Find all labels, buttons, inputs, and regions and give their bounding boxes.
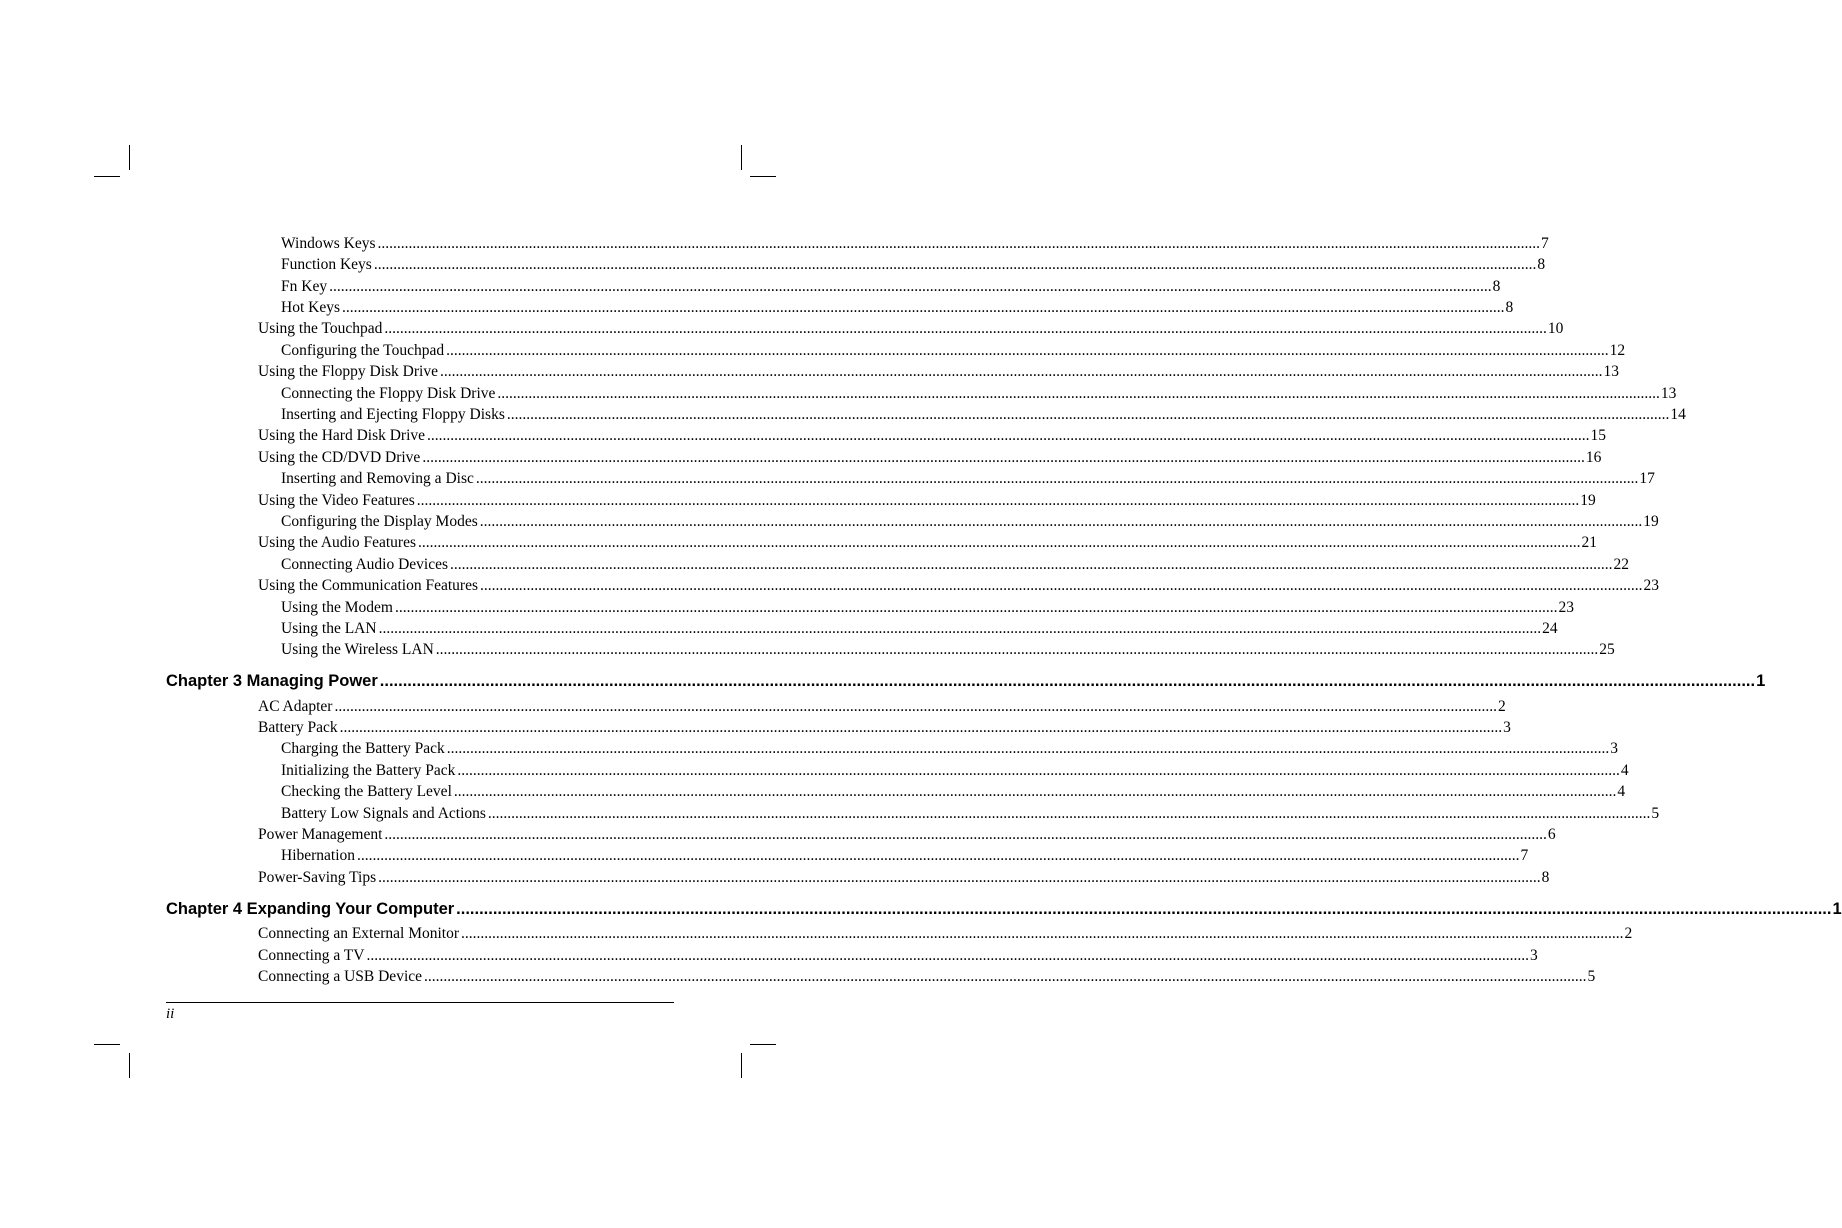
toc-entry[interactable] [166, 714, 1511, 737]
toc-entry-title: Using the Touchpad [258, 320, 383, 338]
dot-leader: ............................................................................................................................................................................................................................................................................................................ [394, 598, 1558, 616]
footer-rule [166, 1002, 674, 1003]
toc-entry-title: Configuring the Touchpad [281, 341, 445, 359]
toc-entry-page: 2 [1497, 697, 1506, 715]
dot-leader: ............................................................................................................................................................................................................................................................................................................ [506, 406, 1670, 424]
toc-entry-title: Using the Hard Disk Drive [258, 427, 426, 445]
toc-entry-title: Using the Video Features [258, 491, 415, 509]
toc-entry[interactable] [166, 594, 1574, 616]
toc-entry-page: 10 [1547, 320, 1564, 338]
toc-entry[interactable] [166, 294, 1514, 317]
toc-entry-title: Power Management [258, 826, 383, 844]
toc-entry[interactable] [166, 337, 1626, 359]
toc-entry[interactable] [166, 615, 1558, 637]
toc-entry-page: 3 [1610, 740, 1618, 758]
toc-entry[interactable] [166, 401, 1686, 424]
toc-entry-page: 7 [1541, 234, 1549, 252]
toc-entry-page: 21 [1581, 534, 1597, 552]
toc-entry-title: Connecting an External Monitor [258, 925, 460, 943]
toc-entry-page: 15 [1590, 427, 1607, 445]
crop-mark [129, 145, 130, 170]
toc-entry-title: Using the Modem [281, 598, 393, 616]
dot-leader: ............................................................................................................................................................................................................................................................................................................ [366, 946, 1529, 964]
toc-entry-title: Inserting and Ejecting Floppy Disks [281, 406, 505, 424]
table-of-contents [166, 230, 1842, 985]
toc-entry-page: 8 [1492, 277, 1501, 295]
toc-entry-page: 4 [1620, 761, 1629, 779]
toc-entry-title: Initializing the Battery Pack [281, 761, 456, 779]
toc-entry-page: 13 [1660, 384, 1677, 402]
dot-leader: ............................................................................................................................................................................................................................................................................................................ [357, 847, 1520, 865]
toc-entry-title: Chapter 4 Expanding Your Computer [166, 899, 455, 918]
dot-leader: ............................................................................................................................................................................................................................................................................................................ [384, 826, 1547, 844]
dot-leader: ............................................................................................................................................................................................................................................................................................................ [461, 925, 1624, 943]
toc-entry[interactable] [166, 942, 1538, 964]
toc-entry-title: Using the Floppy Disk Drive [258, 363, 438, 381]
toc-entry[interactable] [166, 251, 1546, 274]
crop-mark [94, 1044, 120, 1045]
toc-entry[interactable] [166, 316, 1564, 338]
toc-entry-page: 14 [1670, 406, 1686, 424]
toc-entry-title: Chapter 3 Managing Power [166, 672, 378, 691]
dot-leader: ............................................................................................................................................................................................................................................................................................................ [435, 641, 1599, 659]
dot-leader: ............................................................................................................................................................................................................................................................................................................ [377, 234, 1541, 252]
dot-leader: ............................................................................................................................................................................................................................................................................................................ [479, 577, 1643, 595]
toc-entry-title: Hibernation [281, 847, 356, 865]
toc-entry-page: 25 [1599, 641, 1615, 659]
toc-entry[interactable] [166, 551, 1630, 573]
dot-leader: ............................................................................................................................................................................................................................................................................................................ [450, 555, 1613, 573]
toc-entry-title: Inserting and Removing a Disc [281, 470, 474, 488]
toc-entry-page: 8 [1541, 868, 1550, 886]
dot-leader: ............................................................................................................................................................................................................................................................................................................ [373, 256, 1537, 274]
dot-leader: ............................................................................................................................................................................................................................................................................................................ [339, 719, 1503, 737]
dot-leader: ............................................................................................................................................................................................................................................................................................................ [487, 804, 1651, 822]
toc-entry-title: Battery Pack [258, 719, 338, 737]
toc-entry[interactable] [166, 273, 1501, 295]
toc-entry[interactable] [166, 843, 1529, 865]
toc-entry-page: 3 [1503, 719, 1511, 737]
crop-mark [750, 1044, 776, 1045]
toc-entry[interactable] [166, 465, 1655, 488]
toc-entry-page: 19 [1580, 491, 1596, 509]
toc-entry[interactable] [166, 636, 1615, 659]
toc-entry-title: Connecting the Floppy Disk Drive [281, 384, 496, 402]
toc-entry[interactable] [166, 920, 1633, 943]
dot-leader: ............................................................................................................................................................................................................................................................................................................ [341, 299, 1505, 317]
toc-entry-title: Power-Saving Tips [258, 868, 377, 886]
toc-chapter-entry[interactable] [166, 668, 1766, 691]
dot-leader: ............................................................................................................................................................................................................................................................................................................ [422, 448, 1585, 466]
dot-leader: ............................................................................................................................................................................................................................................................................................................ [378, 619, 1542, 637]
toc-entry[interactable] [166, 821, 1556, 844]
toc-entry[interactable] [166, 423, 1607, 445]
dot-leader: ............................................................................................................................................................................................................................................................................................................ [384, 320, 1547, 338]
toc-entry[interactable] [166, 963, 1596, 985]
toc-entry-title: Battery Low Signals and Actions [281, 804, 486, 822]
toc-entry-page: 8 [1505, 299, 1514, 317]
toc-entry[interactable] [166, 736, 1618, 758]
crop-mark [741, 145, 742, 170]
toc-entry[interactable] [166, 778, 1626, 801]
toc-entry-title: AC Adapter [258, 697, 333, 715]
toc-entry-title: Using the LAN [281, 619, 377, 637]
toc-entry-page: 3 [1529, 946, 1538, 964]
dot-leader: ............................................................................................................................................................................................................................................................................................................ [453, 783, 1617, 801]
toc-entry-page: 6 [1547, 826, 1556, 844]
dot-leader: ............................................................................................................................................................................................................................................................................................................ [418, 534, 1581, 552]
toc-entry-page: 5 [1651, 804, 1660, 822]
crop-mark [750, 176, 776, 177]
toc-entry-title: Connecting a TV [258, 946, 365, 964]
toc-entry[interactable] [166, 230, 1549, 252]
toc-entry-page: 2 [1624, 925, 1633, 943]
dot-leader: ............................................................................................................................................................................................................................................................................................................ [378, 868, 1541, 886]
toc-entry-title: Connecting Audio Devices [281, 555, 449, 573]
dot-leader: ............................................................................................................................................................................................................................................................................................................ [446, 740, 1610, 758]
toc-entry-title: Connecting a USB Device [258, 968, 423, 985]
toc-entry-title: Function Keys [281, 256, 372, 274]
toc-entry[interactable] [166, 529, 1597, 552]
toc-entry[interactable] [166, 757, 1629, 779]
toc-entry-title: Configuring the Display Modes [281, 512, 478, 530]
toc-entry[interactable] [166, 487, 1596, 509]
page-folio: ii [166, 1006, 175, 1022]
toc-entry-page: 23 [1643, 577, 1659, 595]
dot-leader: ............................................................................................................................................................................................................................................................................................................ [439, 363, 1603, 381]
toc-entry-title: Using the CD/DVD Drive [258, 448, 421, 466]
dot-leader: ............................................................................................................................................................................................................................................................................................................ [334, 697, 1497, 715]
toc-entry-page: 4 [1617, 783, 1626, 801]
toc-entry-title: Using the Communication Features [258, 577, 478, 595]
toc-entry-page: 5 [1587, 968, 1596, 985]
toc-entry-title: Hot Keys [281, 299, 340, 317]
toc-entry-page: 16 [1585, 448, 1602, 466]
toc-entry-page: 24 [1542, 619, 1558, 637]
toc-entry[interactable] [166, 444, 1602, 466]
dot-leader: ............................................................................................................................................................................................................................................................................................................ [416, 491, 1580, 509]
toc-entry-page: 19 [1643, 512, 1659, 530]
crop-mark [741, 1053, 742, 1078]
toc-entry-page: 1 [1832, 899, 1842, 918]
dot-leader: ............................................................................................................................................................................................................................................................................................................ [379, 672, 1756, 691]
toc-entry-page: 1 [1756, 672, 1766, 691]
crop-mark [129, 1053, 130, 1078]
dot-leader: ............................................................................................................................................................................................................................................................................................................ [479, 512, 1643, 530]
toc-entry-page: 12 [1609, 341, 1626, 359]
toc-entry[interactable] [166, 508, 1659, 530]
toc-entry[interactable] [166, 864, 1550, 886]
toc-entry-page: 22 [1613, 555, 1630, 573]
toc-entry-page: 7 [1520, 847, 1529, 865]
toc-entry-page: 17 [1639, 470, 1655, 488]
toc-chapter-entry[interactable] [166, 895, 1842, 918]
toc-entry-title: Windows Keys [281, 234, 376, 252]
toc-entry[interactable] [166, 380, 1677, 402]
dot-leader: ............................................................................................................................................................................................................................................................................................................ [457, 761, 1620, 779]
crop-mark [94, 176, 120, 177]
toc-entry-title: Using the Audio Features [258, 534, 416, 552]
toc-entry-page: 23 [1558, 598, 1574, 616]
toc-entry[interactable] [166, 358, 1619, 381]
toc-entry-title: Checking the Battery Level [281, 783, 452, 801]
dot-leader: ............................................................................................................................................................................................................................................................................................................ [456, 899, 1832, 918]
dot-leader: ............................................................................................................................................................................................................................................................................................................ [427, 427, 1590, 445]
toc-entry[interactable] [166, 572, 1659, 595]
dot-leader: ............................................................................................................................................................................................................................................................................................................ [329, 277, 1492, 295]
dot-leader: ............................................................................................................................................................................................................................................................................................................ [497, 384, 1660, 402]
toc-entry-page: 13 [1603, 363, 1619, 381]
toc-entry[interactable] [166, 693, 1506, 715]
dot-leader: ............................................................................................................................................................................................................................................................................................................ [446, 341, 1609, 359]
toc-entry-title: Using the Wireless LAN [281, 641, 434, 659]
toc-entry[interactable] [166, 800, 1660, 822]
dot-leader: ............................................................................................................................................................................................................................................................................................................ [424, 968, 1587, 985]
toc-entry-title: Charging the Battery Pack [281, 740, 445, 758]
dot-leader: ............................................................................................................................................................................................................................................................................................................ [475, 470, 1639, 488]
toc-entry-page: 8 [1537, 256, 1546, 274]
toc-entry-title: Fn Key [281, 277, 328, 295]
